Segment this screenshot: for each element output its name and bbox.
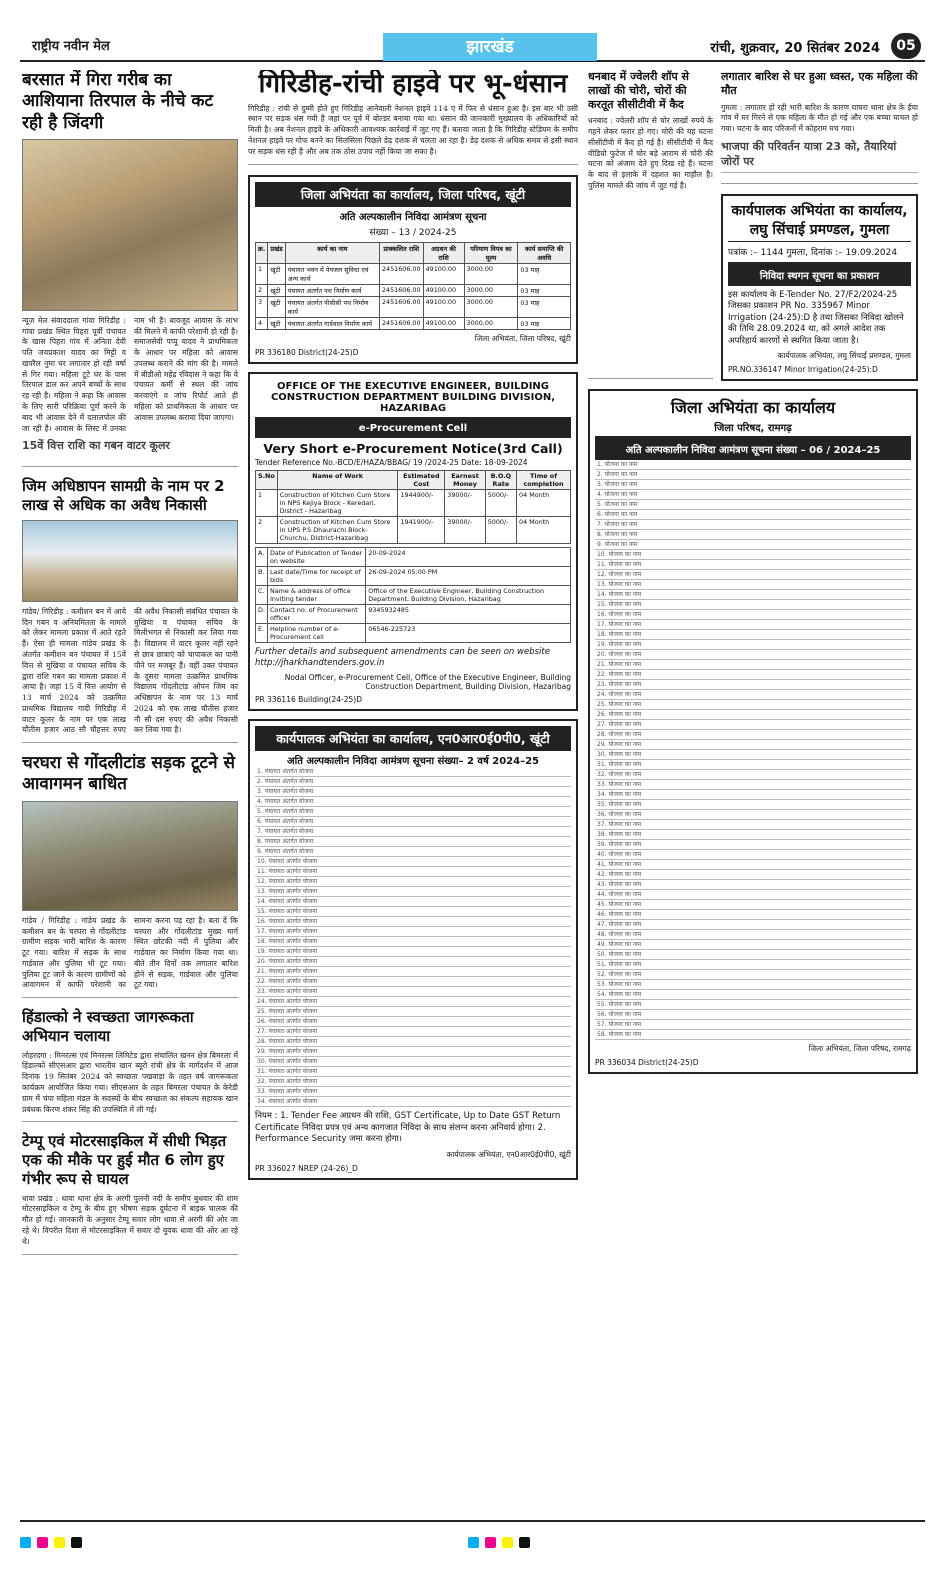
table-cell: Name & address of office Inviting tender bbox=[267, 585, 365, 604]
table-row: 27. पंचायत अंतर्गत योजना bbox=[255, 1027, 571, 1037]
table-row bbox=[256, 604, 571, 623]
table-cell: 1 bbox=[256, 489, 278, 516]
table-row: 46. योजना का नाम bbox=[595, 910, 911, 920]
table-cell: 2 bbox=[256, 284, 268, 296]
ad-reference: PR 336034 District(24-25)D bbox=[595, 1058, 699, 1068]
article-headline: हिंडाल्को ने स्वच्छता जागरूकता अभियान चलाया bbox=[22, 1008, 194, 1045]
table-cell: D. bbox=[256, 604, 268, 623]
table-cell: 5000/- bbox=[485, 516, 516, 543]
table-row: 24. योजना का नाम bbox=[595, 690, 911, 700]
table-row: 19. योजना का नाम bbox=[595, 640, 911, 650]
table-cell: 20-09-2024 bbox=[366, 547, 571, 566]
table-cell: 04 Month bbox=[517, 489, 571, 516]
table-row: 9. योजना का नाम bbox=[595, 540, 911, 550]
article-rain-death bbox=[721, 70, 918, 184]
table-row: 38. योजना का नाम bbox=[595, 830, 911, 840]
table-row bbox=[256, 585, 571, 604]
table-row: 47. योजना का नाम bbox=[595, 920, 911, 930]
table-row: 12. पंचायत अंतर्गत योजना bbox=[255, 877, 571, 887]
table-row: 30. योजना का नाम bbox=[595, 750, 911, 760]
table-row: 3. योजना का नाम bbox=[595, 480, 911, 490]
ad-reference-no: Tender Reference No.-BCD/E/HAZA/BBAG/ 19 /2024-25 Date: 18-09-2024 bbox=[255, 457, 528, 467]
ad-title: जिला अभियंता का कार्यालय, जिला परिषद, खूंटी bbox=[300, 186, 526, 202]
table-cell: Office of the Executive Engineer, Building Construction Department, Building Division, Hazaribag bbox=[366, 585, 571, 604]
yellow-swatch bbox=[54, 1537, 65, 1548]
table-row: 32. योजना का नाम bbox=[595, 770, 911, 780]
table-header-cell: Estimated Cost bbox=[398, 470, 445, 489]
table-cell: पंचायत अंतर्गत पीसीसी पथ निर्माण कार्य bbox=[285, 296, 379, 317]
table-row: 29. योजना का नाम bbox=[595, 740, 911, 750]
table-row: 17. योजना का नाम bbox=[595, 620, 911, 630]
table-header-cell: प्रखंड bbox=[268, 242, 285, 263]
table-cell: C. bbox=[256, 585, 268, 604]
table-row: 7. पंचायत अंतर्गत योजना bbox=[255, 827, 571, 837]
paper-name: राष्ट्रीय नवीन मेल bbox=[32, 39, 110, 54]
table-row: 37. योजना का नाम bbox=[595, 820, 911, 830]
table-cell: 49100.00 bbox=[423, 296, 464, 317]
ad-title: जिला अभियंता का कार्यालय bbox=[670, 398, 836, 418]
table-cell: 9345932485 bbox=[366, 604, 571, 623]
column-middle bbox=[248, 70, 578, 1510]
table-row: 5. योजना का नाम bbox=[595, 500, 911, 510]
article-body: न्यूज़ मेल संवाददाता गांवा गिरिडीह : गांवा प्रखंड स्थित पिहरा पूर्वी पंचायत के खास पिहरा गांव में अनिता देवी पति जयप्रकाश यादव का मिट्टी व खपरैल नुमा घर लगातार हो रही वर्षा से गिर गया। महिला टूटे घर के पास तिरपाल डाल कर अपने बच्चों के साथ रह रही है। महिला ने कहा कि आवास के लिए सारी परिक्रिया पूर्ण करने के बाद भी आवास देने में दलालपोल की जा रही है। आवास के लिस्ट में उनका नाम भी है। बावजूद आवास के लाभ की मिलने में काफी परेशानी हो रही है। समाजसेवी पप्पू यादव ने प्राथमिकता के आधार पर महिला को आवास उपलब्ध कराने की मांग की है। मामले में बीडीओ महेंद्र रविदास ने कहा कि वे पंचायत कर्मी से स्थल की जांच करवाएंगे व जांच रिपोर्ट आते ही महिला को प्राथमिकता के आधार पर आवास उपलब्ध कराया दिया जाएगा। bbox=[22, 315, 238, 433]
tender-ad-nrep-khunti bbox=[248, 719, 578, 1179]
ad-number: अति अल्पकालीन निविदा आमंत्रण सूचना संख्या – 06 / 2024–25 bbox=[625, 445, 881, 457]
article-headline: लगातार बारिश से घर हुआ ध्वस्त, एक महिला की मौत bbox=[721, 70, 918, 97]
table-row: 1. पंचायत अंतर्गत योजना bbox=[255, 767, 571, 777]
cyan-swatch bbox=[468, 1537, 479, 1548]
table-cell: 06546-225723 bbox=[366, 623, 571, 642]
table-cell: 3000.00 bbox=[464, 284, 518, 296]
table-cell: 3000.00 bbox=[464, 317, 518, 329]
table-header-cell: कार्य का नाम bbox=[285, 242, 379, 263]
article-headline: टेम्पू एवं मोटरसाइकिल में सीधी भिड़त एक की मौके पर हुई मौत 6 लोग हुए गंभीर रूप से घायल bbox=[22, 1132, 227, 1188]
table-cell: Construction of Kitchen Cum Store in NPS Kejiya Block - Keredari, District - Hazaribag bbox=[277, 489, 398, 516]
table-row: 42. योजना का नाम bbox=[595, 870, 911, 880]
table-cell: 49100.00 bbox=[423, 317, 464, 329]
issue-date: रांची, शुक्रवार, 20 सितंबर 2024 bbox=[710, 41, 880, 56]
article-road-damage bbox=[22, 753, 238, 998]
table-row: 18. योजना का नाम bbox=[595, 630, 911, 640]
table-row: 13. पंचायत अंतर्गत योजना bbox=[255, 887, 571, 897]
table-header-cell: क्र. bbox=[256, 242, 268, 263]
tender-ad-gumla bbox=[721, 194, 918, 381]
tender-ad-hazaribag bbox=[248, 372, 578, 712]
table-row bbox=[256, 296, 571, 317]
table-row: 17. पंचायत अंतर्गत योजना bbox=[255, 927, 571, 937]
table-row: 32. पंचायत अंतर्गत योजना bbox=[255, 1077, 571, 1087]
article-headline: चरघरा से गोंदलीटांड सड़क टूटने से आवागमन बाधित bbox=[22, 753, 235, 795]
tender-ad-khunti bbox=[248, 175, 578, 364]
yellow-swatch bbox=[502, 1537, 513, 1548]
tender-info-table bbox=[255, 547, 571, 643]
ad-title: OFFICE OF THE EXECUTIVE ENGINEER, BUILDING CONSTRUCTION DEPARTMENT BUILDING DIVISION, HAZARIBAG bbox=[270, 380, 556, 414]
table-row: 48. योजना का नाम bbox=[595, 930, 911, 940]
table-row: 10. पंचायत अंतर्गत योजना bbox=[255, 857, 571, 867]
table-row: 25. योजना का नाम bbox=[595, 700, 911, 710]
table-row: 56. योजना का नाम bbox=[595, 1010, 911, 1020]
table-row: 21. पंचायत अंतर्गत योजना bbox=[255, 967, 571, 977]
table-header-cell: अग्रधन की राशि bbox=[423, 242, 464, 263]
table-row: 3. पंचायत अंतर्गत योजना bbox=[255, 787, 571, 797]
column-left bbox=[22, 70, 238, 1510]
table-row bbox=[256, 623, 571, 642]
table-cell: 3000.00 bbox=[464, 263, 518, 284]
table-row: 22. पंचायत अंतर्गत योजना bbox=[255, 977, 571, 987]
table-cell: 1941900/- bbox=[398, 516, 445, 543]
article-hindalco bbox=[22, 1008, 238, 1122]
tender-rows bbox=[595, 460, 911, 1040]
ad-title: कार्यपालक अभियंता का कार्यालय, एन0आर0ई0पी0, खूंटी bbox=[276, 731, 550, 747]
ad-reference: PR 336116 Building(24-25)D bbox=[255, 695, 362, 705]
article-body: गुमला : लगातार हो रही भारी बारिश के कारण घाघरा थाना क्षेत्र के ईंचा गांव में घर गिरने से एक महिला के मौत हो गई और एक बच्चा घायल हो गया। घटना के बाद परिजनों में कोहराम मच गया। bbox=[721, 102, 918, 134]
ad-subtitle: अति अल्पकालीन निविदा आमंत्रण सूचना संख्या– 2 वर्ष 2024–25 bbox=[286, 756, 540, 768]
tender-rows bbox=[255, 767, 571, 1107]
table-row: 28. योजना का नाम bbox=[595, 730, 911, 740]
table-row: 14. पंचायत अंतर्गत योजना bbox=[255, 897, 571, 907]
ad-reference: PR.NO.336147 Minor Irrigation(24-25):D bbox=[728, 365, 878, 375]
article-headline: गिरिडीह-रांची हाइवे पर भू-धंसान bbox=[258, 70, 568, 99]
table-row: 23. योजना का नाम bbox=[595, 680, 911, 690]
table-row: 31. पंचायत अंतर्गत योजना bbox=[255, 1067, 571, 1077]
table-cell: A. bbox=[256, 547, 268, 566]
table-header-cell: परिमाण विपत्र का मूल्य bbox=[464, 242, 518, 263]
table-row: 6. योजना का नाम bbox=[595, 510, 911, 520]
table-cell: 4 bbox=[256, 317, 268, 329]
ad-reference: PR 336180 District(24-25)D bbox=[255, 347, 359, 357]
cyan-swatch bbox=[20, 1537, 31, 1548]
tender-table bbox=[255, 470, 571, 544]
ad-signature: कार्यपालक अभियंता, एन0आर0ई0पी0, खूंटी bbox=[446, 1149, 571, 1159]
table-cell: 1 bbox=[256, 263, 268, 284]
table-row: 8. योजना का नाम bbox=[595, 530, 911, 540]
table-cell: 3000.00 bbox=[464, 296, 518, 317]
ad-signature: जिला अभियंता, जिला परिषद, रामगढ़ bbox=[808, 1044, 911, 1054]
table-row: 52. योजना का नाम bbox=[595, 970, 911, 980]
table-cell: 39000/- bbox=[445, 516, 485, 543]
table-row: 4. पंचायत अंतर्गत योजना bbox=[255, 797, 571, 807]
article-highway bbox=[248, 70, 578, 165]
table-row bbox=[256, 547, 571, 566]
table-row: 34. योजना का नाम bbox=[595, 790, 911, 800]
table-cell: 2451606.00 bbox=[379, 263, 423, 284]
table-cell: Helpline number of e-Procurement cell bbox=[267, 623, 365, 642]
ad-note: Further details and subsequent amendments can be seen on website http://jharkhandtenders.gov.in bbox=[255, 646, 550, 668]
article-accident bbox=[22, 1132, 238, 1254]
article-body: धनबाद : ज्वेलरी शॉप से चोर लाखों रुपये के गहने लेकर फरार हो गए। चोरी की यह घटना सीसीटीवी में कैद हो गई है। सीसीटीवी में कैद वीडियो फुटेज में चोर बड़े आराम से चोरी की घटना को अंजाम देते हुए दिख रहे हैं। घटना के बाद से इलाके में दहशत का माहौल है। पुलिस मामले की जांच में जुट गई है। bbox=[588, 116, 713, 190]
article-tagline: 15वें वित्त राशि का गबन वाटर कूलर bbox=[22, 439, 170, 453]
table-row: 18. पंचायत अंतर्गत योजना bbox=[255, 937, 571, 947]
article-side-headline: भाजपा की परिवर्तन यात्रा 23 को, तैयारियां जोरों पर bbox=[721, 139, 918, 173]
section-banner: झारखंड bbox=[383, 33, 597, 61]
table-row bbox=[256, 516, 571, 543]
color-registration-strip bbox=[20, 1536, 925, 1548]
ad-signature: कार्यपालक अभियंता, लघु सिंचाई प्रमण्डल, गुमला bbox=[777, 351, 911, 361]
footer-rule bbox=[20, 1520, 925, 1522]
ad-title: कार्यपालक अभियंता का कार्यालय, लघु सिंचाई प्रमण्डल, गुमला bbox=[731, 202, 908, 238]
article-headline: बरसात में गिरा गरीब का आशियाना तिरपाल के नीचे कट रही है जिंदगी bbox=[22, 70, 214, 133]
table-row: 50. योजना का नाम bbox=[595, 950, 911, 960]
table-header-cell: Earnest Money bbox=[445, 470, 485, 489]
table-row: 34. पंचायत अंतर्गत योजना bbox=[255, 1097, 571, 1107]
table-row: 20. पंचायत अंतर्गत योजना bbox=[255, 957, 571, 967]
article-body: गिरिडीह : रांची से दुम्मी होते हुए गिरिडीह आनेवाली नेशनल हाइवे 114 ए में फिर से धंसान हुआ है। इस बार भी उसी स्थान पर सड़क धंस गयी है जहां पर पूर्व में बोल्डर बनाया गया था। धंसान की जानकारी मुख्यालय के अधिकारियों को मिली है। अब नेशनल हाइवे के अधिकारी आवश्यक कार्रवाई में जुट गए हैं। बताया जाता है कि गिरिडीह स्टेडियम के समीप नेशनल हाइवे पर गोफ बनने का सिलसिला पिछले डेढ़ दशक से चलता आ रहा है। डेढ़ दशक से अधिक समय से इसी स्थान पर सड़क धंस रही है और अब तक ठोस उपाय नहीं किया जा सका है। bbox=[248, 103, 578, 156]
table-row bbox=[256, 566, 571, 585]
ad-note: नियम : 1. Tender Fee अग्रधन की राशि, GST Certificate, Up to Date GST Return Certificate निविदा प्रपत्र एवं अन्य कागजात निविदा के साथ संलग्न करना अनिवार्य होगा। 2. Performance Security जमा करना होगा। bbox=[255, 1111, 561, 1145]
table-row: 55. योजना का नाम bbox=[595, 1000, 911, 1010]
table-row: 26. पंचायत अंतर्गत योजना bbox=[255, 1017, 571, 1027]
column-right bbox=[588, 70, 918, 1510]
table-cell: 03 माह bbox=[518, 263, 571, 284]
table-row: 43. योजना का नाम bbox=[595, 880, 911, 890]
tender-ad-ramgarh bbox=[588, 389, 918, 1074]
table-header-cell: Name of Work bbox=[277, 470, 398, 489]
table-cell: 3 bbox=[256, 296, 268, 317]
table-cell: 39000/- bbox=[445, 489, 485, 516]
table-cell: 49100.00 bbox=[423, 263, 464, 284]
table-cell: Date of Publication of Tender on website bbox=[267, 547, 365, 566]
table-cell: 26-09-2024 05:00 PM bbox=[366, 566, 571, 585]
table-cell: 2451606.00 bbox=[379, 284, 423, 296]
table-row: 30. पंचायत अंतर्गत योजना bbox=[255, 1057, 571, 1067]
table-row: 53. योजना का नाम bbox=[595, 980, 911, 990]
table-row: 41. योजना का नाम bbox=[595, 860, 911, 870]
table-row: 20. योजना का नाम bbox=[595, 650, 911, 660]
article-jewellery-theft bbox=[588, 70, 713, 379]
table-row: 13. योजना का नाम bbox=[595, 580, 911, 590]
table-cell: खूंटी bbox=[268, 296, 285, 317]
table-row: 14. योजना का नाम bbox=[595, 590, 911, 600]
table-row: 19. पंचायत अंतर्गत योजना bbox=[255, 947, 571, 957]
table-cell: 04 Month bbox=[517, 516, 571, 543]
table-row: 15. योजना का नाम bbox=[595, 600, 911, 610]
table-cell: Last date/Time for receipt of bids bbox=[267, 566, 365, 585]
table-cell: खूंटी bbox=[268, 317, 285, 329]
table-row: 28. पंचायत अंतर्गत योजना bbox=[255, 1037, 571, 1047]
ad-subtitle: अति अल्पकालीन निविदा आमंत्रण सूचना bbox=[339, 211, 487, 223]
table-row: 40. योजना का नाम bbox=[595, 850, 911, 860]
ad-signature: Nodal Officer, e-Procurement Cell, Office of the Executive Engineer, Building Construction Department, Building Division, Hazaribag bbox=[284, 673, 571, 692]
table-row: 11. योजना का नाम bbox=[595, 560, 911, 570]
table-cell: खूंटी bbox=[268, 284, 285, 296]
table-row: 1. योजना का नाम bbox=[595, 460, 911, 470]
table-cell: Construction of Kitchen Cum Store in UPS P.S Dhaurachi Block-Churchu, District-Hazaribag bbox=[277, 516, 398, 543]
table-row bbox=[256, 489, 571, 516]
table-row: 57. योजना का नाम bbox=[595, 1020, 911, 1030]
table-row: 51. योजना का नाम bbox=[595, 960, 911, 970]
article-body: धावा प्रखंड : धावा थाना क्षेत्र के अरगी पुलनी नदी के समीप बुधवार की शाम मोटरसाइकिल व टेम्पू के बीच हुए भीषण सड़क दुर्घटना में बाइक चालक की मौत हो गई। जानकारी के अनुसार टेम्पू सवार लोग धावा से अरगी की ओर जा रहे थे। विपरीत दिशा से मोटरसाइकिल में सवार दो युवक धावा की ओर आ रहे थे। bbox=[22, 1193, 238, 1246]
table-row: 33. पंचायत अंतर्गत योजना bbox=[255, 1087, 571, 1097]
table-row: 10. योजना का नाम bbox=[595, 550, 911, 560]
table-row: 5. पंचायत अंतर्गत योजना bbox=[255, 807, 571, 817]
ad-notice-type: Very Short e-Procurement Notice(3rd Call) bbox=[263, 440, 563, 456]
table-cell: 03 माह bbox=[518, 296, 571, 317]
article-photo bbox=[22, 801, 238, 911]
ad-subtitle: e-Procurement Cell bbox=[358, 422, 468, 434]
tender-table bbox=[255, 242, 571, 330]
table-row bbox=[256, 263, 571, 284]
ad-note: इस कार्यालय के E-Tender No. 27/F2/2024-25 जिसका प्रकाशन PR No. 335967 Minor Irrigation (24-25):D है तथा जिसका निविदा खोलने की तिथि 28.09.2024 था, को अगले आदेश तक अपरिहार्य कारणों से स्थगित किया जाता है। bbox=[728, 289, 904, 346]
table-header-cell: प्राक्कलित राशि bbox=[379, 242, 423, 263]
ad-letter-no: पत्रांक :– 1144 गुमला, दिनांक :– 19.09.2024 bbox=[728, 241, 911, 258]
table-row: 16. पंचायत अंतर्गत योजना bbox=[255, 917, 571, 927]
ad-subtitle: निविदा स्थगन सूचना का प्रकाशन bbox=[759, 270, 880, 282]
table-row: 8. पंचायत अंतर्गत योजना bbox=[255, 837, 571, 847]
table-row: 44. योजना का नाम bbox=[595, 890, 911, 900]
table-row: 12. योजना का नाम bbox=[595, 570, 911, 580]
table-row: 2. योजना का नाम bbox=[595, 470, 911, 480]
table-row bbox=[256, 317, 571, 329]
table-cell: पंचायत अंतर्गत पथ निर्माण कार्य bbox=[285, 284, 379, 296]
table-header-cell: कार्य समाप्ति की अवधि bbox=[518, 242, 571, 263]
table-row: 16. योजना का नाम bbox=[595, 610, 911, 620]
table-row: 15. पंचायत अंतर्गत योजना bbox=[255, 907, 571, 917]
table-row: 24. पंचायत अंतर्गत योजना bbox=[255, 997, 571, 1007]
table-row: 35. योजना का नाम bbox=[595, 800, 911, 810]
table-row: 23. पंचायत अंतर्गत योजना bbox=[255, 987, 571, 997]
table-cell: 2451606.00 bbox=[379, 296, 423, 317]
table-header-cell: Time of completion bbox=[517, 470, 571, 489]
table-row: 49. योजना का नाम bbox=[595, 940, 911, 950]
table-row: 21. योजना का नाम bbox=[595, 660, 911, 670]
table-cell: पंचायत अंतर्गत गार्डवाल निर्माण कार्य bbox=[285, 317, 379, 329]
table-row: 33. योजना का नाम bbox=[595, 780, 911, 790]
table-row: 6. पंचायत अंतर्गत योजना bbox=[255, 817, 571, 827]
table-row: 36. योजना का नाम bbox=[595, 810, 911, 820]
table-row bbox=[256, 284, 571, 296]
table-row: 2. पंचायत अंतर्गत योजना bbox=[255, 777, 571, 787]
table-cell: 5000/- bbox=[485, 489, 516, 516]
ad-reference: PR 336027 NREP (24-26)_D bbox=[255, 1163, 358, 1173]
table-header-cell: B.O.Q Rate bbox=[485, 470, 516, 489]
table-cell: 2 bbox=[256, 516, 278, 543]
table-row: 25. पंचायत अंतर्गत योजना bbox=[255, 1007, 571, 1017]
article-body: गांडेय / गिरिडीह : गांडेय प्रखंड के कमीशन बन के चरघरा से गोंदलीटांड ग्रामीण सड़क भारी बारिश के कारण टूट गया। बारिश में सड़क के साथ गार्डवाल और पुलिया भी टूट गया। पुलिया टूट जाने के कारण ग्रामीणों को आवागमन में काफी परेशानी का सामना करना पड़ रहा है। बता दें कि चरघरा और गोंदलीटांड मुख्य मार्ग स्थित छोटकी नदी में पुलिया और गार्डवाल का निर्माण किया गया था। बीते तीन दिनों तक लगातार बारिश होने से सड़क, गार्डवाल और पुलिया टूट गया। bbox=[22, 915, 238, 990]
table-row: 11. पंचायत अंतर्गत योजना bbox=[255, 867, 571, 877]
article-house-collapse bbox=[22, 70, 238, 467]
magenta-swatch bbox=[37, 1537, 48, 1548]
table-cell: 49100.00 bbox=[423, 284, 464, 296]
ad-number: संख्या – 13 / 2024-25 bbox=[369, 227, 457, 238]
table-row: 7. योजना का नाम bbox=[595, 520, 911, 530]
table-row: 54. योजना का नाम bbox=[595, 990, 911, 1000]
article-headline: जिम अधिष्ठापन सामग्री के नाम पर 2 लाख से अधिक का अवैध निकासी bbox=[22, 477, 225, 515]
table-header-cell: S.No bbox=[256, 470, 278, 489]
black-swatch bbox=[519, 1537, 530, 1548]
article-gym-fraud bbox=[22, 477, 238, 743]
table-cell: E. bbox=[256, 623, 268, 642]
table-row: 31. योजना का नाम bbox=[595, 760, 911, 770]
table-row: 27. योजना का नाम bbox=[595, 720, 911, 730]
table-row: 45. योजना का नाम bbox=[595, 900, 911, 910]
table-cell: Contact no. of Procurement officer bbox=[267, 604, 365, 623]
article-photo bbox=[22, 139, 238, 311]
table-row: 9. पंचायत अंतर्गत योजना bbox=[255, 847, 571, 857]
table-cell: 03 माह bbox=[518, 317, 571, 329]
ad-subtitle: जिला परिषद, रामगढ़ bbox=[714, 423, 792, 435]
ad-signature: जिला अभियंता, जिला परिषद, खूंटी bbox=[474, 333, 571, 343]
table-cell: खूंटी bbox=[268, 263, 285, 284]
black-swatch bbox=[71, 1537, 82, 1548]
table-row: 58. योजना का नाम bbox=[595, 1030, 911, 1040]
table-row: 26. योजना का नाम bbox=[595, 710, 911, 720]
page-number: 05 bbox=[891, 33, 921, 59]
table-cell: 2451606.00 bbox=[379, 317, 423, 329]
article-photo bbox=[22, 520, 238, 602]
table-cell: 1944900/- bbox=[398, 489, 445, 516]
table-cell: 03 माह bbox=[518, 284, 571, 296]
article-body: गांडेय/ गिरिडीह : कमीशन बन में आये दिन गबन व अनियमितता के मामले को लेकर मामला प्रकाश में आते रहते हैं। ऐसा ही मामला गांडेय प्रखंड के अंतर्गत कमीशन बन पंचायत में 15वें वित्त से मुखिया व पंचायत सचिव के द्वारा राशि गबन का मामला प्रकाश में आया है। जहां 15 वें वित्त आयोग से 13 मार्च 2024 को उत्क्रमित प्राथमिक विद्यालय गादी गिरिडीह में वाटर कूलर के नाम पर एक लाख चौतीस हजार आठ सौ चौहत्तर रुपए की अवैध निकासी संबंधित पंचायत के मुखिया व पंचायत सचिव के मिलीभगत से निकासी कर लिया गया है। विद्यालय में वाटर कूलर नहीं रहने से छात्र छात्राएं को चापाकल का पानी पीने पर मजबूर हैं। वहीं उक्त पंचायत के दूसरा मामला उत्क्रमित प्राथमिक विद्यालय गोंदलीटांड ओपन जिम का अधिष्ठापन के नाम पर 13 मार्च 2024 को एक लाख चौतीस हजार नौ सौ दस रुपए की अवैध निकासी कर लिया गया है। bbox=[22, 606, 238, 735]
article-body: लोहरदगा : मिनरल्स एवं मिनरल्स लिमिटेड द्वारा संचालित खनन क्षेत्र बिमरला में हिंडाल्को सीएसआर द्वारा भारतीय खान ब्यूरो रांची क्षेत्र के मार्गदर्शन में आज दिनांक 19 सितंबर 2024 को स्वच्छता पखवाड़ा के तहत वर्ष जागरूकता कार्यक्रम आयोजित किया गया। सीएसआर के तहत बिमरला पंचायत के केरेडी ग्राम में चंपा महिला मंडल के सदस्यों के बीच स्वच्छता का संकल्प सहायक खान प्रबंधक किरण शंकर सिंह की उपस्थिति में ली गई। bbox=[22, 1050, 238, 1114]
table-cell: पंचायत भवन में पेयजल सुविधा एवं अन्य कार्य bbox=[285, 263, 379, 284]
table-row: 39. योजना का नाम bbox=[595, 840, 911, 850]
table-row: 29. पंचायत अंतर्गत योजना bbox=[255, 1047, 571, 1057]
magenta-swatch bbox=[485, 1537, 496, 1548]
table-row: 4. योजना का नाम bbox=[595, 490, 911, 500]
page-header bbox=[20, 30, 925, 62]
table-row: 22. योजना का नाम bbox=[595, 670, 911, 680]
table-cell: B. bbox=[256, 566, 268, 585]
article-headline: धनबाद में ज्वेलरी शॉप से लाखों की चोरी, चोरों की करतूत सीसीटीवी में कैद bbox=[588, 70, 689, 111]
